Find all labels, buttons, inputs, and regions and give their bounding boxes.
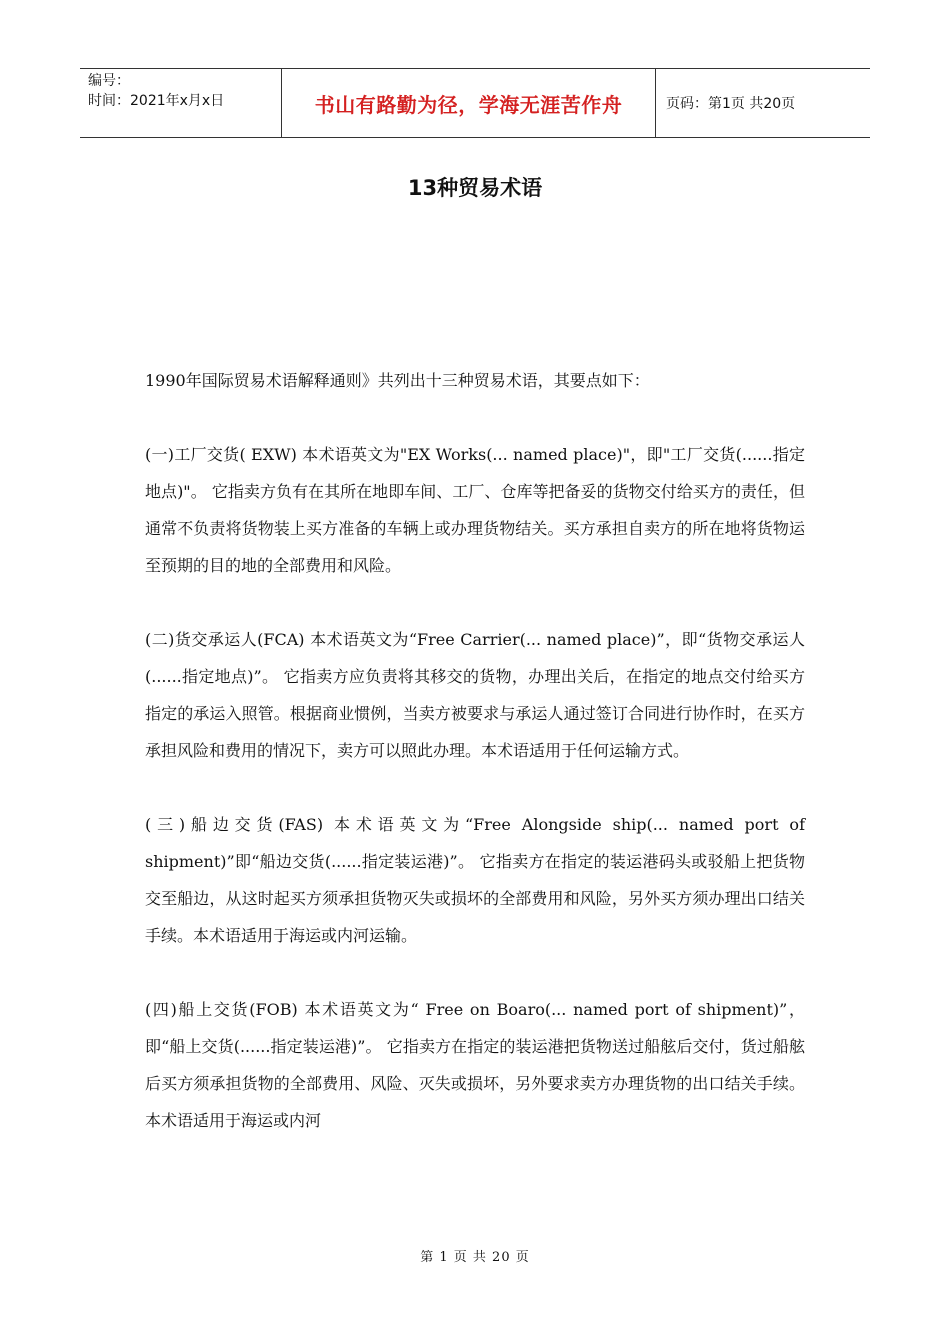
document-body	[145, 362, 805, 1176]
paragraph-fob: (四)船上交货(FOB) 本术语英文为“ Free on Boaro(... named port of shipment)”，即“船上交货(......指定装运港)”。 它指卖方在指定的装运港把货物送过船舷后交付，货过船舷后买方须承担货物的全部费用、风险、灭失或损坏，另外要求卖方办理货物的出口结关手续。本术语适用于海运或内河	[145, 1000, 805, 1130]
header-table	[80, 68, 870, 138]
paragraph-fca: (二)货交承运人(FCA) 本术语英文为“Free Carrier(... named place)”，即“货物交承运人(......指定地点)”。 它指卖方应负责将其移交的货物，办理出关后，在指定的地点交付给买方指定的承运入照管。根据商业惯例，当卖方被要求与承运人通过签订合同进行协作时，在买方承担风险和费用的情况下，卖方可以照此办理。本术语适用于任何运输方式。	[145, 630, 805, 760]
paragraph-exw: (一)工厂交货( EXW) 本术语英文为"EX Works(... named place)"，即"工厂交货(......指定地点)"。 它指卖方负有在其所在地即车间、工厂、仓库等把备妥的货物交付给买方的责任，但通常不负责将货物装上买方准备的车辆上或办理货物结关。买方承担自卖方的所在地将货物运至预期的目的地的全部费用和风险。	[145, 445, 805, 575]
header-page-code: 页码：第1页 共20页	[666, 96, 796, 112]
paragraph-intro: 1990年国际贸易术语解释通则》共列出十三种贸易术语，其要点如下：	[145, 371, 650, 390]
document-title: 13种贸易术语	[407, 176, 543, 200]
header-meta	[80, 69, 282, 137]
number-label: 编号：	[88, 73, 130, 89]
paragraph-fas: (三)船边交货(FAS) 本术语英文为“Free Alongside ship(... named port of shipment)”即“船边交货(......指定装运港)”。 它指卖方在指定的装运港码头或驳船上把货物交至船边，从这时起买方须承担货物灭失或损坏的全部费用和风险，另外买方须办理出口结关手续。本术语适用于海运或内河运输。	[145, 815, 805, 945]
page-footer: 第 1 页 共 20 页	[420, 1250, 530, 1265]
date-label: 时间：2021年x月x日	[88, 93, 225, 109]
header-motto: 书山有路勤为径，学海无涯苦作舟	[282, 69, 656, 137]
